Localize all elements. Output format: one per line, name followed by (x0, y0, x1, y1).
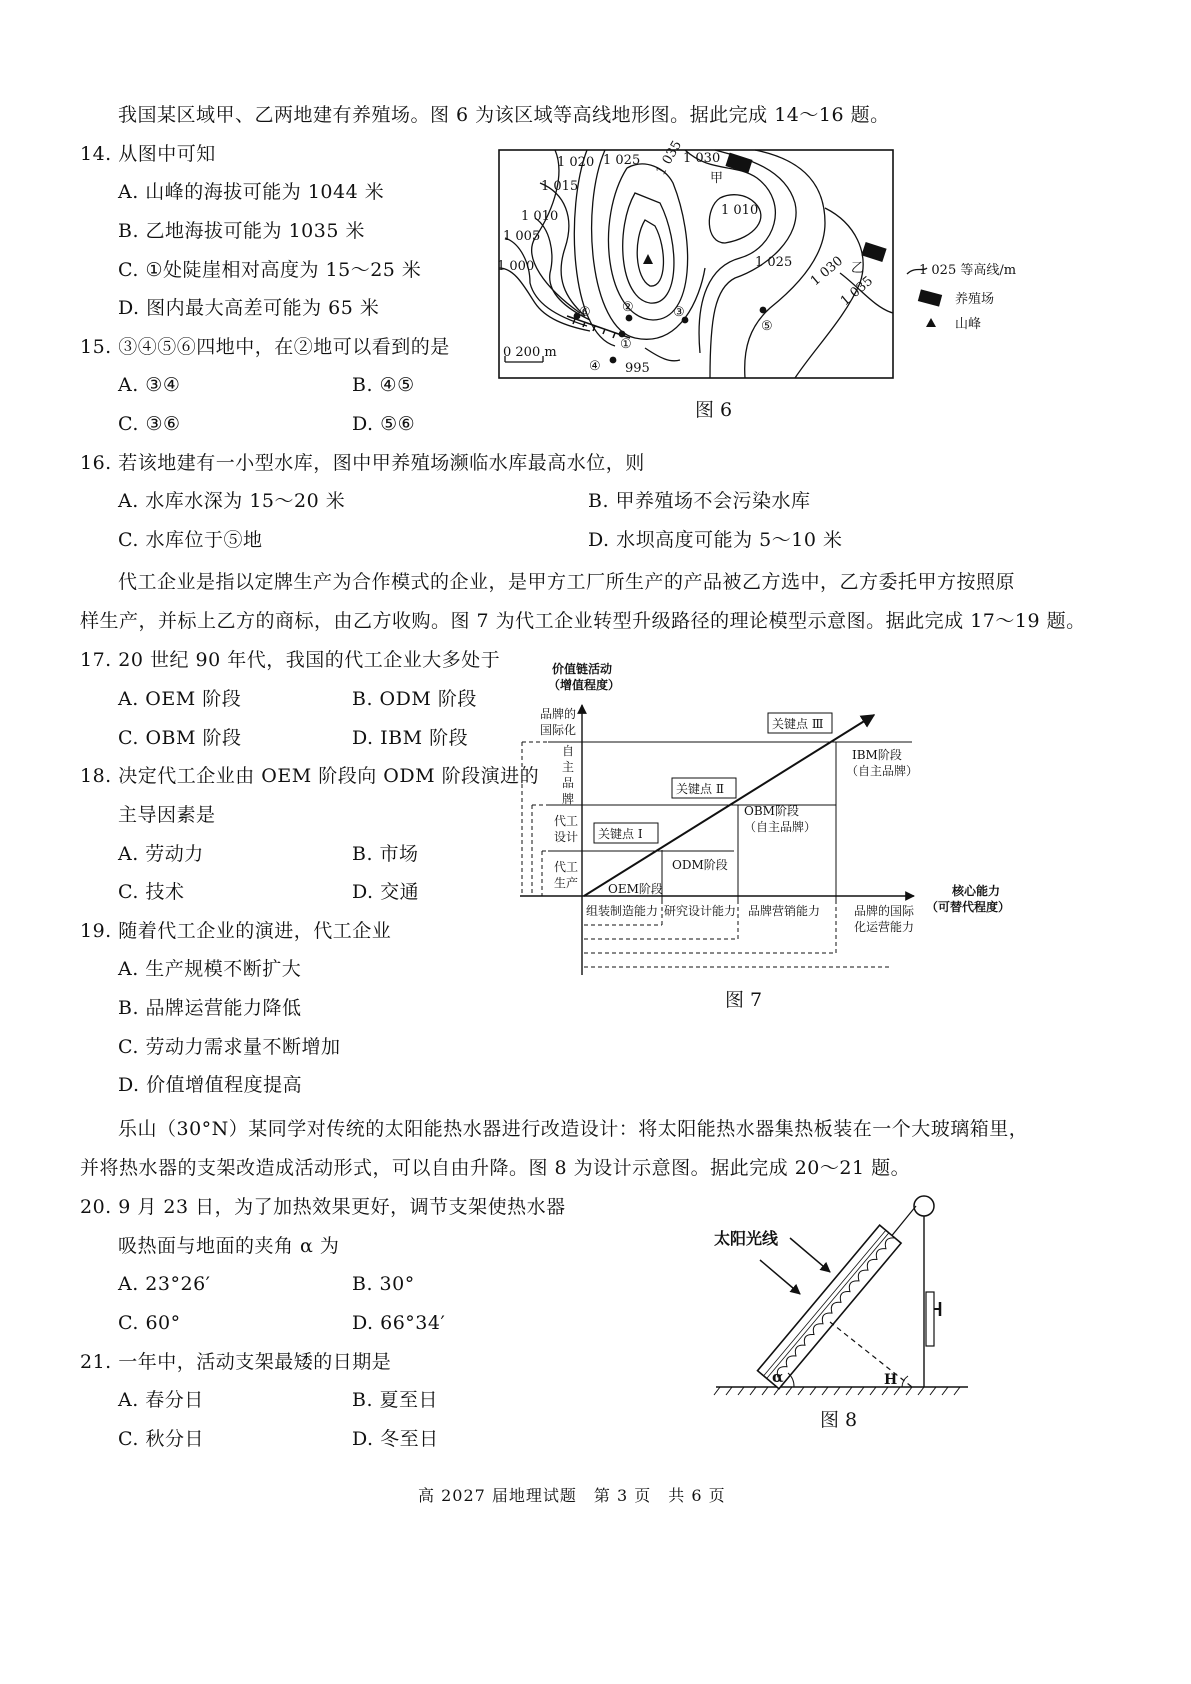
x-axis-title-1: 核心能力 (952, 884, 1001, 898)
point-label-3: ③ (673, 305, 685, 320)
q16-option-b[interactable]: B. 甲养殖场不会污染水库 (588, 490, 811, 512)
capability-international-1: 品牌的国际 (854, 904, 915, 918)
q21-option-a[interactable]: A. 春分日 (118, 1389, 204, 1411)
q15-stem: 15. ③④⑤⑥四地中，在②地可以看到的是 (80, 336, 450, 358)
contour-label-1035-right: 1 035 (837, 273, 877, 310)
y-axis-title-2: （增值程度） (548, 678, 621, 692)
capability-international-2: 化运营能力 (854, 920, 915, 934)
contour-label-1025: 1 025 (603, 153, 641, 168)
place-label-jia: 甲 (710, 171, 724, 186)
key-point-2: 关键点 Ⅱ (676, 782, 724, 796)
q19-option-d[interactable]: D. 价值增值程度提高 (118, 1074, 303, 1096)
h-label: H (884, 1372, 898, 1388)
legend-farm-label: 养殖场 (955, 292, 995, 307)
page-footer: 高 2027 届地理试题 第 3 页 共 6 页 (418, 1486, 726, 1505)
stage-odm: ODM阶段 (672, 858, 728, 872)
farm-yi-icon (861, 242, 886, 262)
scale-bar-label: 0 200 m (503, 345, 557, 360)
stage-obm: OBM阶段 (744, 804, 799, 818)
q20-option-a[interactable]: A. 23°26′ (118, 1273, 211, 1295)
point-label-2: ② (622, 300, 634, 315)
q14-stem: 14. 从图中可知 (80, 143, 216, 165)
q19-stem: 19. 随着代工企业的演进，代工企业 (80, 920, 392, 942)
y-stage-brand-3: 品 (562, 776, 575, 790)
point-label-5: ⑤ (761, 319, 773, 334)
point-label-1: ① (620, 337, 632, 352)
q21-option-c[interactable]: C. 秋分日 (118, 1428, 204, 1450)
stage-obm-sub: （自主品牌） (744, 820, 817, 834)
q14-option-a[interactable]: A. 山峰的海拔可能为 1044 米 (118, 181, 385, 203)
point-label-6: ⑥ (579, 305, 591, 320)
q17-option-c[interactable]: C. OBM 阶段 (118, 727, 242, 749)
q18-option-a[interactable]: A. 劳动力 (118, 843, 204, 865)
q18-option-b[interactable]: B. 市场 (352, 843, 419, 865)
q21-stem: 21. 一年中，活动支架最矮的日期是 (80, 1351, 392, 1373)
q16-stem: 16. 若该地建有一小型水库，图中甲养殖场濒临水库最高水位，则 (80, 452, 645, 474)
figure-6-caption: 图 6 (695, 399, 733, 421)
y-stage-design-2: 设计 (554, 830, 579, 844)
q15-option-a[interactable]: A. ③④ (118, 374, 181, 396)
q19-option-b[interactable]: B. 品牌运营能力降低 (118, 997, 302, 1019)
q17-option-a[interactable]: A. OEM 阶段 (118, 688, 242, 710)
key-point-1: 关键点 Ⅰ (598, 827, 643, 841)
y-stage-brand-2: 主 (562, 760, 575, 774)
legend-peak-label: 山峰 (955, 317, 982, 332)
stage-ibm-sub: （自主品牌） (846, 764, 919, 778)
q20-option-d[interactable]: D. 66°34′ (352, 1312, 446, 1334)
point-label-4: ④ (589, 359, 601, 374)
q14-option-c[interactable]: C. ①处陡崖相对高度为 15～25 米 (118, 259, 422, 281)
contour-label-1030-right: 1 030 (807, 253, 847, 290)
q14-option-d[interactable]: D. 图内最大高差可能为 65 米 (118, 297, 380, 319)
q19-option-c[interactable]: C. 劳动力需求量不断增加 (118, 1036, 341, 1058)
intro-fig8-line2: 并将热水器的支架改造成活动形式，可以自由升降。图 8 为设计示意图。据此完成 20～21 题。 (80, 1157, 911, 1179)
q15-option-d[interactable]: D. ⑤⑥ (352, 413, 416, 435)
legend-peak-icon (926, 318, 936, 327)
capability-marketing: 品牌营销能力 (748, 904, 821, 918)
q16-option-d[interactable]: D. 水坝高度可能为 5～10 米 (588, 529, 843, 551)
q20-option-b[interactable]: B. 30° (352, 1273, 415, 1295)
q20-option-c[interactable]: C. 60° (118, 1312, 181, 1334)
capability-design: 研究设计能力 (664, 904, 737, 918)
contour-label-1010-left: 1 010 (521, 209, 559, 224)
oem-upgrade-model-figure-7 (512, 655, 1032, 985)
q20-stem: 20. 9 月 23 日，为了加热效果更好，调节支架使热水器 (80, 1196, 566, 1218)
legend-farm-icon (918, 289, 942, 306)
farm-jia-icon (725, 153, 752, 174)
q15-option-c[interactable]: C. ③⑥ (118, 413, 181, 435)
y-stage-design-1: 代工 (554, 814, 579, 828)
y-stage-international-2: 国际化 (540, 723, 577, 737)
q15-option-b[interactable]: B. ④⑤ (352, 374, 415, 396)
intro-fig8-line1: 乐山（30°N）某同学对传统的太阳能热水器进行改造设计：将太阳能热水器集热板装在一个大玻璃箱里， (118, 1118, 1029, 1140)
q18-option-c[interactable]: C. 技术 (118, 881, 185, 903)
capability-assembly: 组装制造能力 (586, 904, 659, 918)
place-label-yi: 乙 (851, 261, 865, 276)
contour-label-1005: 1 005 (503, 229, 541, 244)
legend-contour-label: 1 025 等高线/m (919, 263, 1017, 278)
contour-label-1015: 1 015 (541, 179, 579, 194)
contour-label-1035: 1 035 (653, 138, 686, 178)
key-point-3: 关键点 Ⅲ (772, 717, 824, 731)
alpha-label: α (772, 1368, 784, 1386)
stage-ibm: IBM阶段 (852, 748, 902, 762)
y-stage-production-1: 代工 (554, 860, 579, 874)
contour-label-995: 995 (625, 361, 650, 376)
q16-option-c[interactable]: C. 水库位于⑤地 (118, 529, 263, 551)
sun-rays-label: 太阳光线 (714, 1229, 779, 1248)
q18-stem: 18. 决定代工企业由 OEM 阶段向 ODM 阶段演进的 (80, 765, 540, 787)
figure-7-caption: 图 7 (725, 989, 763, 1011)
intro-fig7-line2: 样生产，并标上乙方的商标，由乙方收购。图 7 为代工企业转型升级路径的理论模型示意图。据此完成 17～19 题。 (80, 610, 1086, 632)
q18-stem-line2: 主导因素是 (118, 804, 216, 826)
y-stage-brand-1: 自 (562, 744, 575, 758)
intro-fig6: 我国某区域甲、乙两地建有养殖场。图 6 为该区域等高线地形图。据此完成 14～16 题。 (118, 104, 890, 126)
figure-8-caption: 图 8 (820, 1409, 858, 1431)
q21-option-d[interactable]: D. 冬至日 (352, 1428, 439, 1450)
solar-heater-figure-8 (712, 1190, 982, 1410)
q19-option-a[interactable]: A. 生产规模不断扩大 (118, 958, 302, 980)
peak-icon (643, 254, 653, 264)
y-stage-brand-4: 牌 (562, 792, 575, 806)
y-stage-international-1: 品牌的 (540, 707, 577, 721)
q14-option-b[interactable]: B. 乙地海拔可能为 1035 米 (118, 220, 365, 242)
contour-label-1020: 1 020 (557, 155, 595, 170)
contour-label-1025-right: 1 025 (755, 255, 793, 270)
contour-map-figure-6 (495, 138, 1040, 398)
y-stage-production-2: 生产 (554, 876, 579, 890)
q16-option-a[interactable]: A. 水库水深为 15～20 米 (118, 490, 346, 512)
y-axis-title-1: 价值链活动 (552, 662, 613, 676)
stage-oem: OEM阶段 (608, 882, 663, 896)
contour-label-1030: 1 030 (683, 151, 721, 166)
q18-option-d[interactable]: D. 交通 (352, 881, 420, 903)
q17-stem: 17. 20 世纪 90 年代，我国的代工企业大多处于 (80, 649, 501, 671)
q20-stem-line2: 吸热面与地面的夹角 α 为 (118, 1235, 340, 1257)
contour-label-1010-right: 1 010 (721, 203, 759, 218)
q21-option-b[interactable]: B. 夏至日 (352, 1389, 439, 1411)
intro-fig7-line1: 代工企业是指以定牌生产为合作模式的企业，是甲方工厂所生产的产品被乙方选中，乙方委托甲方按照原 (118, 571, 1016, 593)
q17-option-d[interactable]: D. IBM 阶段 (352, 727, 469, 749)
q17-option-b[interactable]: B. ODM 阶段 (352, 688, 477, 710)
contour-label-1000: 1 000 (497, 259, 535, 274)
x-axis-title-2: （可替代程度） (926, 900, 1011, 914)
